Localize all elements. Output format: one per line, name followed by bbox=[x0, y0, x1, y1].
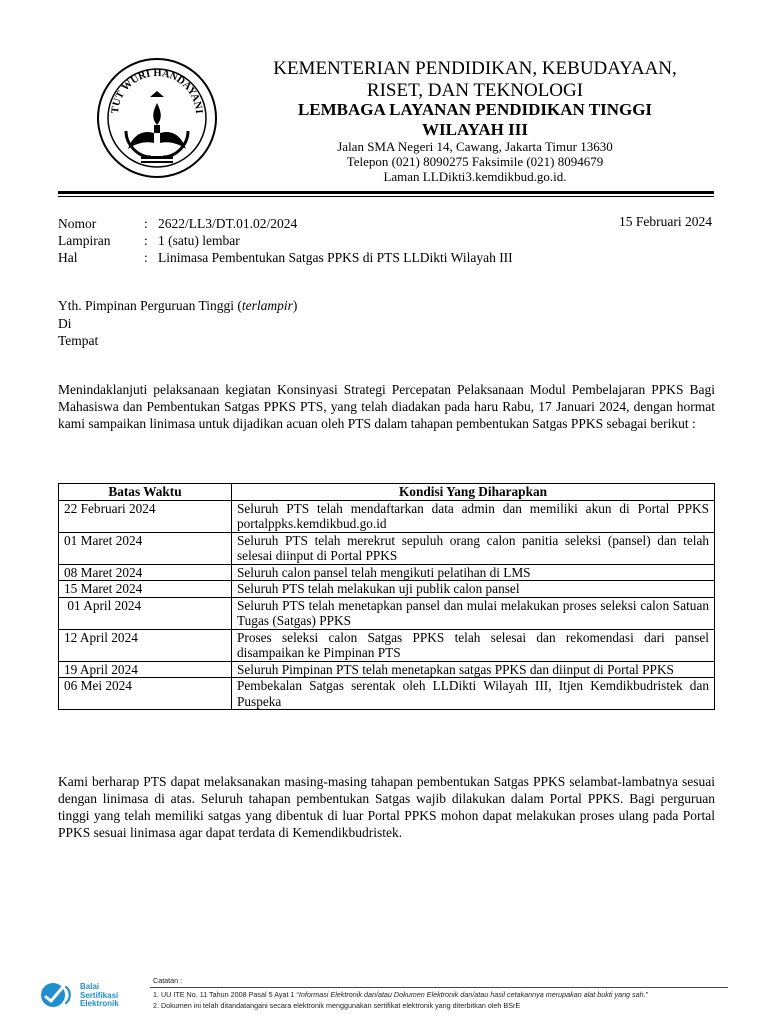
recipient-line bbox=[58, 298, 297, 314]
letterhead-rule-thin bbox=[58, 196, 714, 197]
row-date: 01 Maret 2024 bbox=[59, 532, 232, 564]
bse-logo-icon bbox=[40, 981, 76, 1009]
table-row bbox=[59, 581, 715, 598]
footer-notes-title: Catatan : bbox=[153, 976, 183, 985]
agency-region: WILAYAH III bbox=[422, 120, 528, 139]
note1-prefix: 1. UU ITE No. 11 Tahun 2008 Pasal 5 Ayat 1 “ bbox=[153, 990, 299, 999]
bse-line: Sertifikasi bbox=[80, 990, 119, 1000]
meta-label: Lampiran bbox=[58, 233, 111, 248]
row-date: 15 Maret 2024 bbox=[59, 581, 232, 598]
meta-separator: : bbox=[144, 250, 148, 265]
ministry-name-cont: RISET, DAN TEKNOLOGI bbox=[366, 80, 584, 101]
meta-separator: : bbox=[144, 233, 148, 248]
recipient-italic: terlampir bbox=[241, 298, 293, 313]
table-row bbox=[59, 597, 715, 629]
body-paragraph-1: Menindaklanjuti pelaksanaan kegiatan Konsinyasi Strategi Percepatan Pelaksanaan Modul Pembelajaran PPKS Bagi Mahasiswa dan Pembentukan Satgas PPKS PTS, yang telah diadakan pada haru Rabu, 17 Januari 2024, dengan hormat kami sampaikan linimasa untuk dijadikan acuan oleh PTS dalam tahapan pembentukan Satgas PPKS sebagai berikut : bbox=[58, 382, 715, 431]
table-row bbox=[59, 532, 715, 564]
footer-rule bbox=[150, 987, 728, 988]
row-condition: Proses seleksi calon Satgas PPKS telah selesai dan rekomendasi dari pansel disampaikan ke Pimpinan PTS bbox=[232, 629, 715, 661]
footer-note-1 bbox=[153, 990, 648, 999]
row-date: 12 April 2024 bbox=[59, 629, 232, 661]
agency-address: Jalan SMA Negeri 14, Cawang, Jakarta Timur 13630 bbox=[337, 139, 613, 154]
schedule-table bbox=[58, 483, 715, 710]
meta-value: Linimasa Pembentukan Satgas PPKS di PTS LLDikti Wilayah III bbox=[158, 250, 513, 265]
bse-line: Elektronik bbox=[80, 999, 119, 1008]
table-row bbox=[59, 629, 715, 661]
note1-suffix: ” bbox=[645, 990, 649, 999]
letterhead-rule-thick bbox=[58, 191, 714, 194]
meta-value: 2622/LL3/DT.01.02/2024 bbox=[158, 216, 298, 231]
bse-logo-text bbox=[80, 983, 119, 1009]
meta-value: 1 (satu) lembar bbox=[158, 233, 240, 248]
agency-name: LEMBAGA LAYANAN PENDIDIKAN TINGGI bbox=[297, 100, 653, 119]
row-date: 08 Maret 2024 bbox=[59, 564, 232, 581]
row-condition: Pembekalan Satgas serentak oleh LLDikti Wilayah III, Itjen Kemdikbudristek dan Puspeka bbox=[232, 678, 715, 710]
meta-separator: : bbox=[144, 216, 148, 231]
footer-note-2: 2. Dokumen ini telah ditandatangani secara elektronik menggunakan sertifikat elektronik yang diterbitkan oleh BSrE bbox=[153, 1001, 521, 1010]
recipient-suffix: ) bbox=[292, 298, 298, 313]
row-condition: Seluruh PTS telah merekrut sepuluh orang calon panitia seleksi (pansel) dan telah selesai diinput di Portal PPKS bbox=[232, 532, 715, 564]
letter-date: 15 Februari 2024 bbox=[619, 214, 712, 229]
row-condition: Seluruh calon pansel telah mengikuti pelatihan di LMS bbox=[232, 564, 715, 581]
recipient-tempat: Tempat bbox=[58, 333, 99, 348]
header-batas-waktu: Batas Waktu bbox=[59, 484, 232, 501]
row-condition: Seluruh Pimpinan PTS telah menetapkan satgas PPKS dan diinput di Portal PPKS bbox=[232, 661, 715, 678]
row-date: 06 Mei 2024 bbox=[59, 678, 232, 710]
meta-label: Nomor bbox=[58, 216, 97, 231]
row-date: 19 April 2024 bbox=[59, 661, 232, 678]
header-kondisi: Kondisi Yang Diharapkan bbox=[232, 484, 715, 501]
row-date: 22 Februari 2024 bbox=[59, 500, 232, 532]
recipient-di: Di bbox=[58, 316, 72, 331]
agency-phone: Telepon (021) 8090275 Faksimile (021) 8094679 bbox=[346, 154, 604, 169]
table-row bbox=[59, 564, 715, 581]
bse-line: Balai bbox=[80, 982, 100, 991]
row-condition: Seluruh PTS telah mendaftarkan data admin dan memiliki akun di Portal PPKS portalppks.kemdikbud.go.id bbox=[232, 500, 715, 532]
recipient-prefix: Yth. Pimpinan Perguruan Tinggi ( bbox=[58, 298, 242, 313]
row-date: 01 April 2024 bbox=[59, 597, 232, 629]
meta-label: Hal bbox=[58, 250, 78, 265]
table-row bbox=[59, 678, 715, 710]
tut-wuri-handayani-logo bbox=[96, 57, 218, 179]
logo-motto: TUT WURI HANDAYANI bbox=[109, 67, 205, 115]
agency-website: Laman LLDikti3.kemdikbud.go.id. bbox=[383, 169, 567, 184]
row-condition: Seluruh PTS telah menetapkan pansel dan mulai melakukan proses seleksi calon Satuan Tugas (Satgas) PPKS bbox=[232, 597, 715, 629]
note1-italic: Informasi Elektronik dan/atau Dokumen Elektronik dan/atau hasil cetakannya merupakan alat bukti yang sah. bbox=[298, 990, 646, 999]
table-row bbox=[59, 500, 715, 532]
table-row bbox=[59, 661, 715, 678]
table-header-row bbox=[59, 484, 715, 501]
row-condition: Seluruh PTS telah melakukan uji publik calon pansel bbox=[232, 581, 715, 598]
ministry-name: KEMENTERIAN PENDIDIKAN, KEBUDAYAAN, bbox=[273, 58, 677, 79]
body-paragraph-2: Kami berharap PTS dapat melaksanakan masing-masing tahapan pembentukan Satgas PPKS selambat-lambatnya sesuai dengan linimasa di atas. Seluruh tahapan pembentukan Satgas wajib dilakukan dalam Portal PPKS. Bagi perguruan tinggi yang telah memiliki satgas yang dibentuk di luar Portal PPKS mohon dapat melakukan proses ulang pada Portal PPKS sesuai linimasa agar dapat terdata di Kemendikbudristek. bbox=[58, 774, 715, 840]
